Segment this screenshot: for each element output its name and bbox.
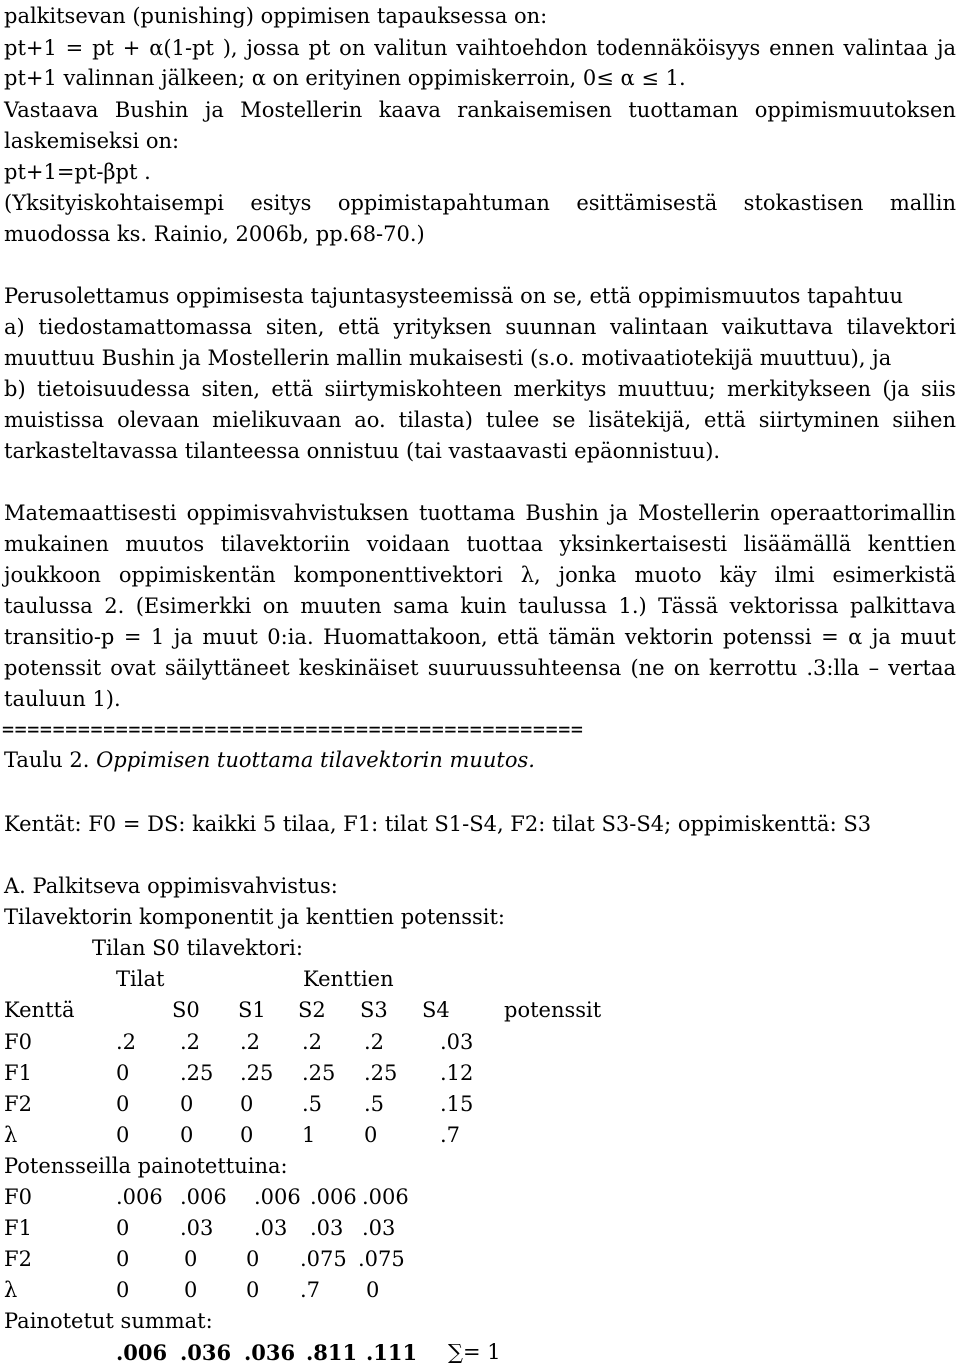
word: palkittava (849, 594, 956, 618)
table-cell: .25 (302, 1061, 336, 1085)
word: ), (222, 36, 238, 60)
word: (Esimerkki (135, 594, 252, 618)
word: pt+1 (4, 36, 57, 60)
sum-total: ∑= 1 (448, 1340, 501, 1364)
word: mallin (889, 191, 956, 215)
table-cell: 0 (246, 1247, 260, 1271)
word: että (497, 625, 539, 649)
word: Huomattakoon, (323, 625, 488, 649)
word: ja (936, 36, 956, 60)
separator-line: ============================================== (2, 717, 584, 741)
word: transitio-p (4, 625, 115, 649)
table-cell: .075 (300, 1247, 347, 1271)
word: ovat (110, 656, 156, 680)
section-subheading: Tilavektorin komponentit ja kenttien potenssit: (4, 905, 505, 929)
word: α(1-pt (149, 36, 214, 60)
table-cell: .2 (364, 1030, 385, 1054)
word: 0:ia. (267, 625, 314, 649)
word: keskinäiset (298, 656, 419, 680)
word: ja (204, 98, 224, 122)
word: se (552, 408, 576, 432)
table-cell: .006 (254, 1185, 301, 1209)
text-line-justified (4, 565, 956, 586)
word: tuottama (418, 501, 516, 525)
text-line-justified (4, 100, 956, 121)
word: λ, (520, 563, 541, 587)
table-cell: 0 (364, 1123, 378, 1147)
text-line-justified (4, 596, 956, 617)
word: suuruussuhteensa (427, 656, 622, 680)
table-cell: F0 (4, 1185, 32, 1209)
table-cell: 0 (116, 1247, 130, 1271)
word: oppimiskentän (118, 563, 276, 587)
word: muistissa (4, 408, 105, 432)
word: siirtymiskohteen (324, 377, 503, 401)
table-cell: 0 (116, 1092, 130, 1116)
word: Bushin (114, 98, 189, 122)
word: että (337, 315, 380, 339)
word: yrityksen (393, 315, 492, 339)
word: tiedostamattomassa (38, 315, 253, 339)
header-cell: S0 (172, 998, 200, 1022)
text-line-justified (4, 379, 956, 400)
word: (ne (630, 656, 665, 680)
word: esitys (250, 191, 312, 215)
table-caption (4, 750, 535, 771)
word: on (673, 656, 700, 680)
word: siten, (265, 315, 325, 339)
word: suunnan (505, 315, 597, 339)
table-cell: .25 (240, 1061, 274, 1085)
word: = (65, 36, 84, 60)
word: komponenttivektori (293, 563, 503, 587)
caption-label: Taulu 2. (4, 748, 97, 772)
table-cell: .006 (180, 1185, 227, 1209)
header-cell: potenssit (504, 998, 602, 1022)
word: tietoisuudessa (36, 377, 191, 401)
text-line-justified (4, 317, 956, 338)
header-cell: S3 (360, 998, 388, 1022)
section-heading: A. Palkitseva oppimisvahvistus: (4, 874, 338, 898)
text-line-justified (4, 534, 956, 555)
word: siihen (892, 408, 956, 432)
text-line-justified (4, 627, 956, 648)
word: Mostellerin (240, 98, 363, 122)
header-kenttien: Kenttien (303, 967, 394, 991)
text-line: palkitsevan (punishing) oppimisen tapauksessa on: (4, 4, 548, 28)
word: pt (308, 36, 331, 60)
word: .3:lla (806, 656, 860, 680)
word: vektorin (624, 625, 714, 649)
word: (ja (882, 377, 910, 401)
word: yksinkertaisesti (559, 532, 728, 556)
table-cell: .03 (180, 1216, 214, 1240)
text-line: Perusolettamus oppimisesta tajuntasysteemissä on se, että oppimismuutos tapahtuu (4, 284, 904, 308)
table-cell: 0 (116, 1216, 130, 1240)
word: ja (871, 625, 891, 649)
caption-title: Oppimisen tuottama tilavektorin muutos. (96, 748, 535, 772)
table-cell: .03 (310, 1216, 344, 1240)
table-cell: .2 (240, 1030, 261, 1054)
word: on (262, 594, 289, 618)
word: mielikuvaan (212, 408, 342, 432)
table-cell: F2 (4, 1247, 32, 1271)
text-line: pt+1=pt-βpt . (4, 160, 151, 184)
text-line: pt+1 valinnan jälkeen; α on erityinen oppimiskerroin, 0≤ α ≤ 1. (4, 66, 686, 90)
table-cell: .006 (310, 1185, 357, 1209)
word: operaattorimallin (769, 501, 956, 525)
table-cell: .2 (302, 1030, 323, 1054)
word: + (122, 36, 141, 60)
word: valitun (374, 36, 448, 60)
word: muoto (634, 563, 702, 587)
table-cell: 0 (116, 1123, 130, 1147)
word: ennen (769, 36, 835, 60)
word: ja (173, 625, 193, 649)
text-line-justified (4, 410, 956, 431)
word: jossa (246, 36, 300, 60)
word: Matemaattisesti (4, 501, 177, 525)
sum-value: .111 (366, 1340, 418, 1365)
weighted-heading: Potensseilla painotettuina: (4, 1154, 288, 1178)
text-line-justified (4, 658, 956, 679)
word: vektorissa (729, 594, 839, 618)
table-cell: 0 (240, 1092, 254, 1116)
table-cell: λ (4, 1278, 18, 1302)
word: 1.) (618, 594, 647, 618)
word: 2. (104, 594, 125, 618)
word: on (339, 36, 366, 60)
word: muut (202, 625, 258, 649)
text-line: muuttuu Bushin ja Mostellerin mallin mukaisesti (s.o. motivaatiotekijä muuttuu), ja (4, 346, 892, 370)
table-cell: .25 (364, 1061, 398, 1085)
word: lisäämällä (743, 532, 852, 556)
table-cell: 0 (116, 1061, 130, 1085)
word: b) (4, 377, 26, 401)
header-tilat: Tilat (116, 967, 165, 991)
word: muutos (125, 532, 205, 556)
word: kenttien (867, 532, 956, 556)
word: tilasta) (398, 408, 473, 432)
word: tulee (485, 408, 540, 432)
table-cell: 0 (240, 1123, 254, 1147)
table-cell: 0 (180, 1092, 194, 1116)
table-cell: .7 (440, 1123, 461, 1147)
table-cell: 0 (366, 1278, 380, 1302)
word: ja (608, 501, 628, 525)
word: kaava (378, 98, 441, 122)
word: vaihtoehdon (456, 36, 588, 60)
word: taulussa (4, 594, 93, 618)
table-cell: .25 (180, 1061, 214, 1085)
word: valintaa (843, 36, 929, 60)
table-cell: .006 (362, 1185, 409, 1209)
text-line-justified (4, 38, 956, 59)
word: kerrottu (708, 656, 798, 680)
word: 1 (150, 625, 165, 649)
table-cell: .2 (116, 1030, 137, 1054)
word: tilavektoriin (220, 532, 351, 556)
word: vaikuttava (721, 315, 834, 339)
word: että (271, 377, 314, 401)
word: olevaan (117, 408, 200, 432)
table-cell: .5 (364, 1092, 385, 1116)
table-cell: 0 (116, 1278, 130, 1302)
word: lisätekijä, (588, 408, 692, 432)
table-cell: F0 (4, 1030, 32, 1054)
header-cell: Kenttä (4, 998, 75, 1022)
word: oppimisvahvistuksen (186, 501, 409, 525)
word: ao. (354, 408, 386, 432)
table-cell: F2 (4, 1092, 32, 1116)
fields-line: Kentät: F0 = DS: kaikki 5 tilaa, F1: tilat S1-S4, F2: tilat S3-S4; oppimiskenttä: S3 (4, 812, 872, 836)
word: muuttuu; (617, 377, 716, 401)
word: mukainen (4, 532, 109, 556)
table-cell: 0 (184, 1247, 198, 1271)
word: valintaan (609, 315, 709, 339)
text-line-justified (4, 503, 956, 524)
table-cell: .15 (440, 1092, 474, 1116)
word: vertaa (888, 656, 956, 680)
text-line-justified (4, 193, 956, 214)
word: merkitykseen (727, 377, 872, 401)
word: = (821, 625, 839, 649)
word: joukkoon (4, 563, 101, 587)
word: säilyttäneet (164, 656, 290, 680)
table-cell: .2 (180, 1030, 201, 1054)
word: potenssit (4, 656, 102, 680)
word: – (868, 656, 880, 680)
word: että (704, 408, 746, 432)
table-cell: .12 (440, 1061, 474, 1085)
table-cell: 1 (302, 1123, 316, 1147)
text-line: tarkasteltavassa tilanteessa onnistuu (tai vastaavasti epäonnistuu). (4, 439, 721, 463)
word: muuten (300, 594, 382, 618)
word: esittämisestä (576, 191, 718, 215)
table-cell: 0 (180, 1123, 194, 1147)
word: = (123, 625, 142, 649)
table-cell: .006 (116, 1185, 163, 1209)
table-cell: .5 (302, 1092, 323, 1116)
word: merkitys (513, 377, 607, 401)
word: α (848, 625, 863, 649)
sum-value: .036 (180, 1340, 232, 1365)
word: Tässä (658, 594, 719, 618)
text-line: tauluun 1). (4, 687, 121, 711)
word: käy (719, 563, 757, 587)
table-cell: .03 (440, 1030, 474, 1054)
word: esimerkistä (832, 563, 956, 587)
word: potenssi (722, 625, 812, 649)
word: tuottaa (466, 532, 543, 556)
word: oppimismuutoksen (754, 98, 956, 122)
word: a) (4, 315, 25, 339)
header-cell: S1 (238, 998, 266, 1022)
word: ilmi (774, 563, 815, 587)
word: siis (920, 377, 956, 401)
table-cell: .075 (358, 1247, 405, 1271)
text-line: laskemiseksi on: (4, 129, 180, 153)
table-cell: F1 (4, 1216, 32, 1240)
text-line: muodossa ks. Rainio, 2006b, pp.68-70.) (4, 222, 425, 246)
word: Vastaava (4, 98, 99, 122)
word: voidaan (366, 532, 450, 556)
word: Mostellerin (637, 501, 760, 525)
word: siirtyminen (758, 408, 880, 432)
header-cell: S4 (422, 998, 450, 1022)
word: rankaisemisen (457, 98, 612, 122)
word: taulussa (518, 594, 608, 618)
word: tämän (548, 625, 616, 649)
word: todennäköisyys (596, 36, 761, 60)
state-vector-label: Tilan S0 tilavektori: (92, 936, 303, 960)
word: (Yksityiskohtaisempi (4, 191, 224, 215)
word: tilavektori (846, 315, 956, 339)
word: kuin (460, 594, 507, 618)
word: tuottaman (628, 98, 739, 122)
table-cell: F1 (4, 1061, 32, 1085)
word: stokastisen (743, 191, 864, 215)
sum-value: .811 (306, 1340, 358, 1365)
header-cell: S2 (298, 998, 326, 1022)
table-cell: .03 (362, 1216, 396, 1240)
table-cell: 0 (246, 1278, 260, 1302)
table-cell: 0 (184, 1278, 198, 1302)
table-cell: .03 (254, 1216, 288, 1240)
word: jonka (558, 563, 617, 587)
word: muut (900, 625, 956, 649)
word: siten, (201, 377, 261, 401)
table-cell: .7 (300, 1278, 321, 1302)
word: pt (92, 36, 114, 60)
sum-value: .036 (244, 1340, 296, 1365)
word: Bushin (525, 501, 599, 525)
word: sama (393, 594, 449, 618)
sum-value: .006 (116, 1340, 168, 1365)
table-cell: λ (4, 1123, 18, 1147)
word: oppimistapahtuman (337, 191, 550, 215)
sums-heading: Painotetut summat: (4, 1309, 213, 1333)
